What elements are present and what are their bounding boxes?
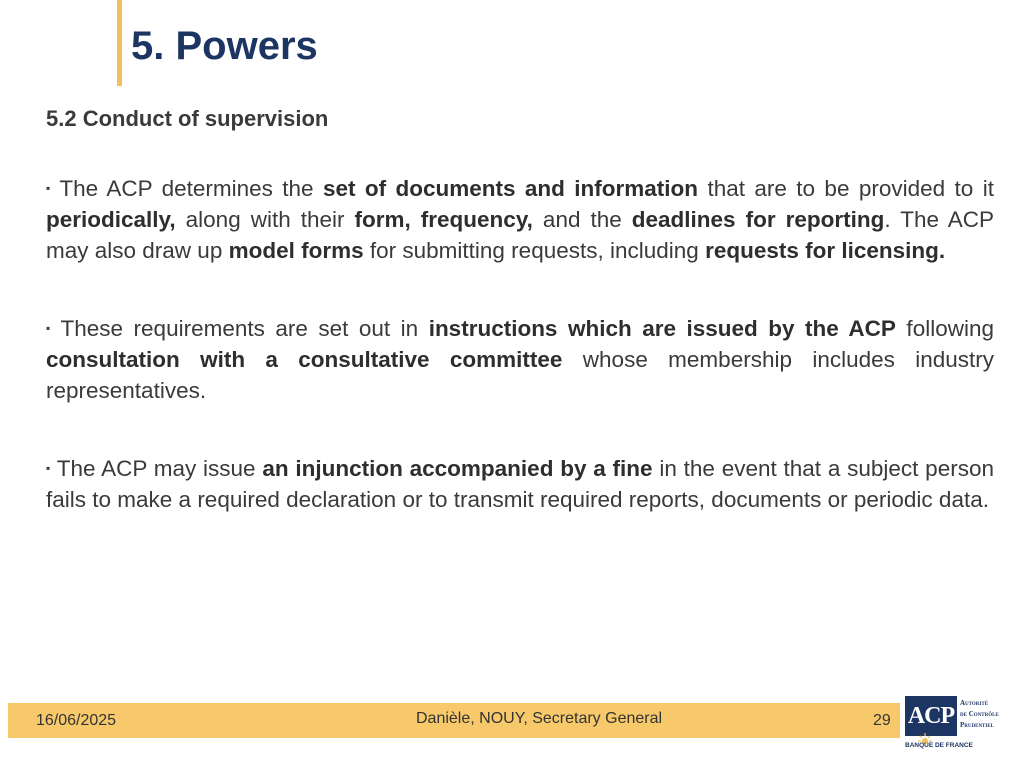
footer-date: 16/06/2025 [36,712,117,729]
section-subtitle: 5.2 Conduct of supervision [46,106,329,131]
logo-abbr: ACP [907,702,955,729]
text-run: The ACP may issue [56,456,263,481]
bullet-marker-icon: ▪ [46,321,55,335]
bullet-marker-icon: ▪ [46,461,51,475]
slide-body [46,173,994,515]
text-run: The ACP determines the [59,176,323,201]
bold-phrase: consultation with a consultative committee [46,347,563,372]
bold-phrase: model forms [228,238,364,263]
title-accent-bar [117,0,122,86]
bold-phrase: periodically, [46,207,176,232]
text-run: . The ACP may also draw up [46,207,995,263]
logo-bank-name: BANQUE DE FRANCE [905,742,973,749]
slide-title: 5. Powers [131,24,318,68]
bold-phrase: an injunction accompanied by a fine [262,456,653,481]
bold-phrase: deadlines for reporting [631,207,885,232]
logo-line-2: de Contrôle [960,710,999,718]
bold-phrase: form, frequency, [354,207,533,232]
footer-author: Danièle, NOUY, Secretary General [416,710,663,727]
bullet-item [46,313,994,406]
text-run: for submitting requests, including [363,238,706,263]
acp-logo [905,696,1013,764]
text-run: and the [532,207,632,232]
bold-phrase: instructions which are issued by the ACP [428,316,896,341]
logo-line-3: Prudentiel [960,721,995,729]
text-run: in the event that a subject person fails to make a required declaration or to transmit required reports, documents or periodic data. [46,456,994,512]
logo-box [905,696,957,736]
bold-phrase: requests for licensing. [705,238,946,263]
bullet-item [46,173,994,266]
page-number: 29 [873,712,891,729]
text-run: that are to be provided to it [698,176,994,201]
bold-phrase: set of documents and information [322,176,699,201]
footer-band [8,703,900,738]
text-run: These requirements are set out in [60,316,429,341]
text-run: along with their [175,207,355,232]
text-run: whose membership includes industry representatives. [46,347,994,403]
bullet-marker-icon: ▪ [46,181,54,195]
logo-line-1: Autorité [960,699,989,707]
text-run: following [895,316,994,341]
logo-text [960,698,1012,731]
bullet-item [46,453,994,515]
